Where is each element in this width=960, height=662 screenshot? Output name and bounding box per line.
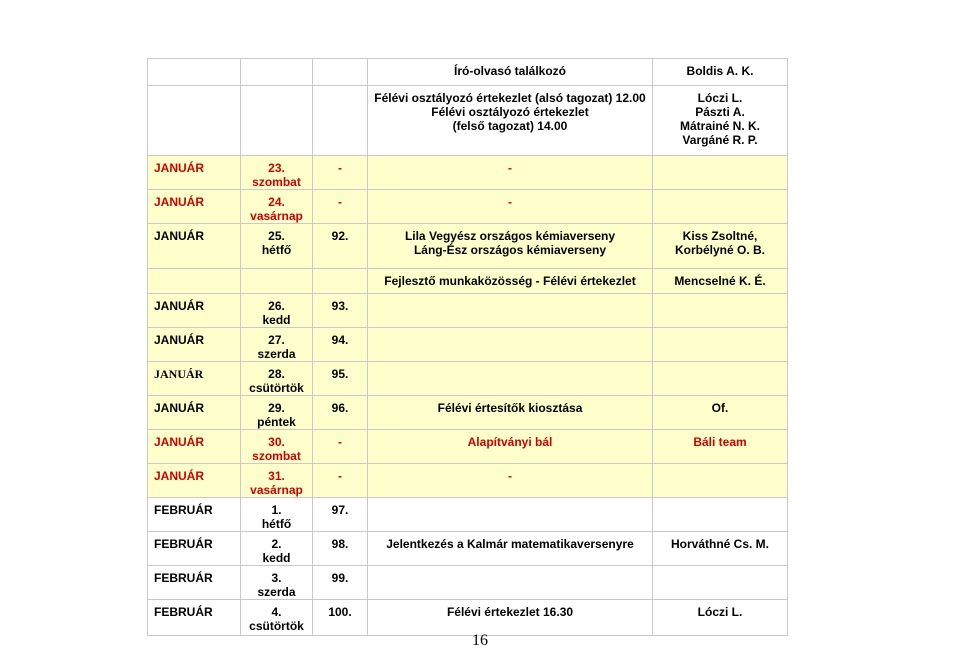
lesson-number-cell: - [313, 190, 368, 224]
weekday: hétfő [261, 243, 292, 257]
day-cell [241, 328, 313, 362]
activity-cell [368, 328, 653, 362]
activity-line: Lila Vegyész országos kémiaverseny [404, 229, 616, 243]
table-row [148, 294, 788, 328]
day-number: 29. [268, 401, 285, 415]
table-row [148, 362, 788, 396]
day-number: 28. [268, 367, 285, 381]
responsible-cell [653, 190, 788, 224]
day-number: 2. [271, 537, 282, 551]
activity-cell [368, 498, 653, 532]
activity-cell [368, 362, 653, 396]
day-cell [241, 600, 313, 636]
responsible-cell [653, 294, 788, 328]
responsible-cell [653, 566, 788, 600]
day-cell [241, 59, 313, 86]
responsible-cell [653, 464, 788, 498]
activity-cell [368, 86, 653, 156]
month-cell [148, 59, 241, 86]
day-cell [241, 464, 313, 498]
lesson-number-cell [313, 86, 368, 156]
day-cell [241, 498, 313, 532]
responsible-cell: Lóczi L. [653, 600, 788, 636]
activity-cell: Író-olvasó találkozó [368, 59, 653, 86]
activity-cell [368, 566, 653, 600]
month-cell: JANUÁR [148, 224, 241, 269]
activity-cell: - [368, 190, 653, 224]
lesson-number-cell [313, 59, 368, 86]
responsible-cell [653, 498, 788, 532]
month-cell: JANUÁR [148, 396, 241, 430]
table-row [148, 600, 788, 636]
lesson-number-cell: 93. [313, 294, 368, 328]
responsible-line: Lóczi L. [697, 91, 743, 105]
table-row [148, 396, 788, 430]
day-cell [241, 566, 313, 600]
weekday: szerda [257, 347, 296, 361]
responsible-line: Korbélyné O. B. [674, 243, 766, 257]
weekday: péntek [257, 415, 296, 429]
responsible-cell: Of. [653, 396, 788, 430]
responsible-line: Kiss Zsoltné, [682, 229, 758, 243]
day-cell [241, 269, 313, 294]
table-row [148, 532, 788, 566]
table-row [148, 566, 788, 600]
month-cell: JANUÁR [148, 190, 241, 224]
activity-cell: Alapítványi bál [368, 430, 653, 464]
day-number: 30. [268, 435, 285, 449]
lesson-number-cell: - [313, 430, 368, 464]
weekday: csütörtök [249, 381, 304, 395]
weekday: vasárnap [250, 209, 303, 223]
day-number: 24. [268, 195, 285, 209]
day-number: 26. [268, 299, 285, 313]
table-row [148, 464, 788, 498]
day-cell [241, 224, 313, 269]
responsible-line: Vargáné R. P. [682, 133, 758, 147]
month-cell: JANUÁR [148, 328, 241, 362]
table-row [148, 59, 788, 86]
schedule-table [147, 58, 788, 636]
responsible-line: Mátrainé N. K. [679, 119, 760, 133]
weekday: szombat [252, 175, 301, 189]
responsible-cell [653, 86, 788, 156]
table-row [148, 430, 788, 464]
weekday: szombat [252, 449, 301, 463]
month-cell: JANUÁR [148, 294, 241, 328]
activity-line: (felső tagozat) 14.00 [452, 119, 568, 133]
activity-cell: Félévi értekezlet 16.30 [368, 600, 653, 636]
day-cell [241, 190, 313, 224]
table-row [148, 498, 788, 532]
month-cell: FEBRUÁR [148, 532, 241, 566]
lesson-number-cell: 95. [313, 362, 368, 396]
month-cell [148, 86, 241, 156]
lesson-number-cell: - [313, 156, 368, 190]
table-row [148, 156, 788, 190]
lesson-number-cell: - [313, 464, 368, 498]
table-row [148, 224, 788, 269]
responsible-cell: Mencselné K. É. [653, 269, 788, 294]
responsible-cell: Boldis A. K. [653, 59, 788, 86]
responsible-cell: Horváthné Cs. M. [653, 532, 788, 566]
month-cell: JANUÁR [148, 430, 241, 464]
month-cell [148, 269, 241, 294]
lesson-number-cell: 100. [313, 600, 368, 636]
day-number: 1. [271, 503, 282, 517]
lesson-number-cell [313, 269, 368, 294]
activity-cell [368, 294, 653, 328]
day-number: 23. [268, 161, 285, 175]
weekday: csütörtök [249, 619, 304, 633]
activity-line: Láng-Ész országos kémiaverseny [413, 243, 607, 257]
weekday: kedd [262, 551, 291, 565]
weekday: szerda [257, 585, 296, 599]
day-cell [241, 362, 313, 396]
responsible-cell [653, 362, 788, 396]
activity-cell [368, 224, 653, 269]
responsible-cell: Báli team [653, 430, 788, 464]
day-cell [241, 156, 313, 190]
table-row [148, 328, 788, 362]
activity-cell: Fejlesztő munkaközösség - Félévi értekezlet [368, 269, 653, 294]
day-cell [241, 430, 313, 464]
activity-line: Félévi osztályozó értekezlet (alsó tagozat) 12.00 [374, 91, 646, 105]
weekday: vasárnap [250, 483, 303, 497]
day-cell [241, 396, 313, 430]
lesson-number-cell: 97. [313, 498, 368, 532]
day-cell [241, 532, 313, 566]
lesson-number-cell: 92. [313, 224, 368, 269]
month-cell: JANUÁR [148, 362, 241, 396]
day-number: 31. [268, 469, 285, 483]
month-cell: JANUÁR [148, 464, 241, 498]
responsible-cell [653, 328, 788, 362]
lesson-number-cell: 96. [313, 396, 368, 430]
activity-cell: Félévi értesítők kiosztása [368, 396, 653, 430]
month-cell: JANUÁR [148, 156, 241, 190]
month-cell: FEBRUÁR [148, 498, 241, 532]
table-row [148, 190, 788, 224]
weekday: hétfő [261, 517, 292, 531]
lesson-number-cell: 99. [313, 566, 368, 600]
day-cell [241, 294, 313, 328]
activity-cell: - [368, 156, 653, 190]
activity-line: Félévi osztályozó értekezlet [431, 105, 589, 119]
page-number: 16 [472, 632, 488, 649]
month-cell: FEBRUÁR [148, 600, 241, 636]
responsible-line: Pászti A. [695, 105, 745, 119]
activity-cell: - [368, 464, 653, 498]
lesson-number-cell: 98. [313, 532, 368, 566]
lesson-number-cell: 94. [313, 328, 368, 362]
day-number: 27. [268, 333, 285, 347]
day-number: 4. [271, 605, 282, 619]
day-number: 25. [268, 229, 285, 243]
responsible-cell [653, 224, 788, 269]
activity-cell: Jelentkezés a Kalmár matematikaversenyre [368, 532, 653, 566]
month-cell: FEBRUÁR [148, 566, 241, 600]
responsible-cell [653, 156, 788, 190]
table-row [148, 269, 788, 294]
day-number: 3. [271, 571, 282, 585]
day-cell [241, 86, 313, 156]
weekday: kedd [262, 313, 291, 327]
table-row [148, 86, 788, 156]
